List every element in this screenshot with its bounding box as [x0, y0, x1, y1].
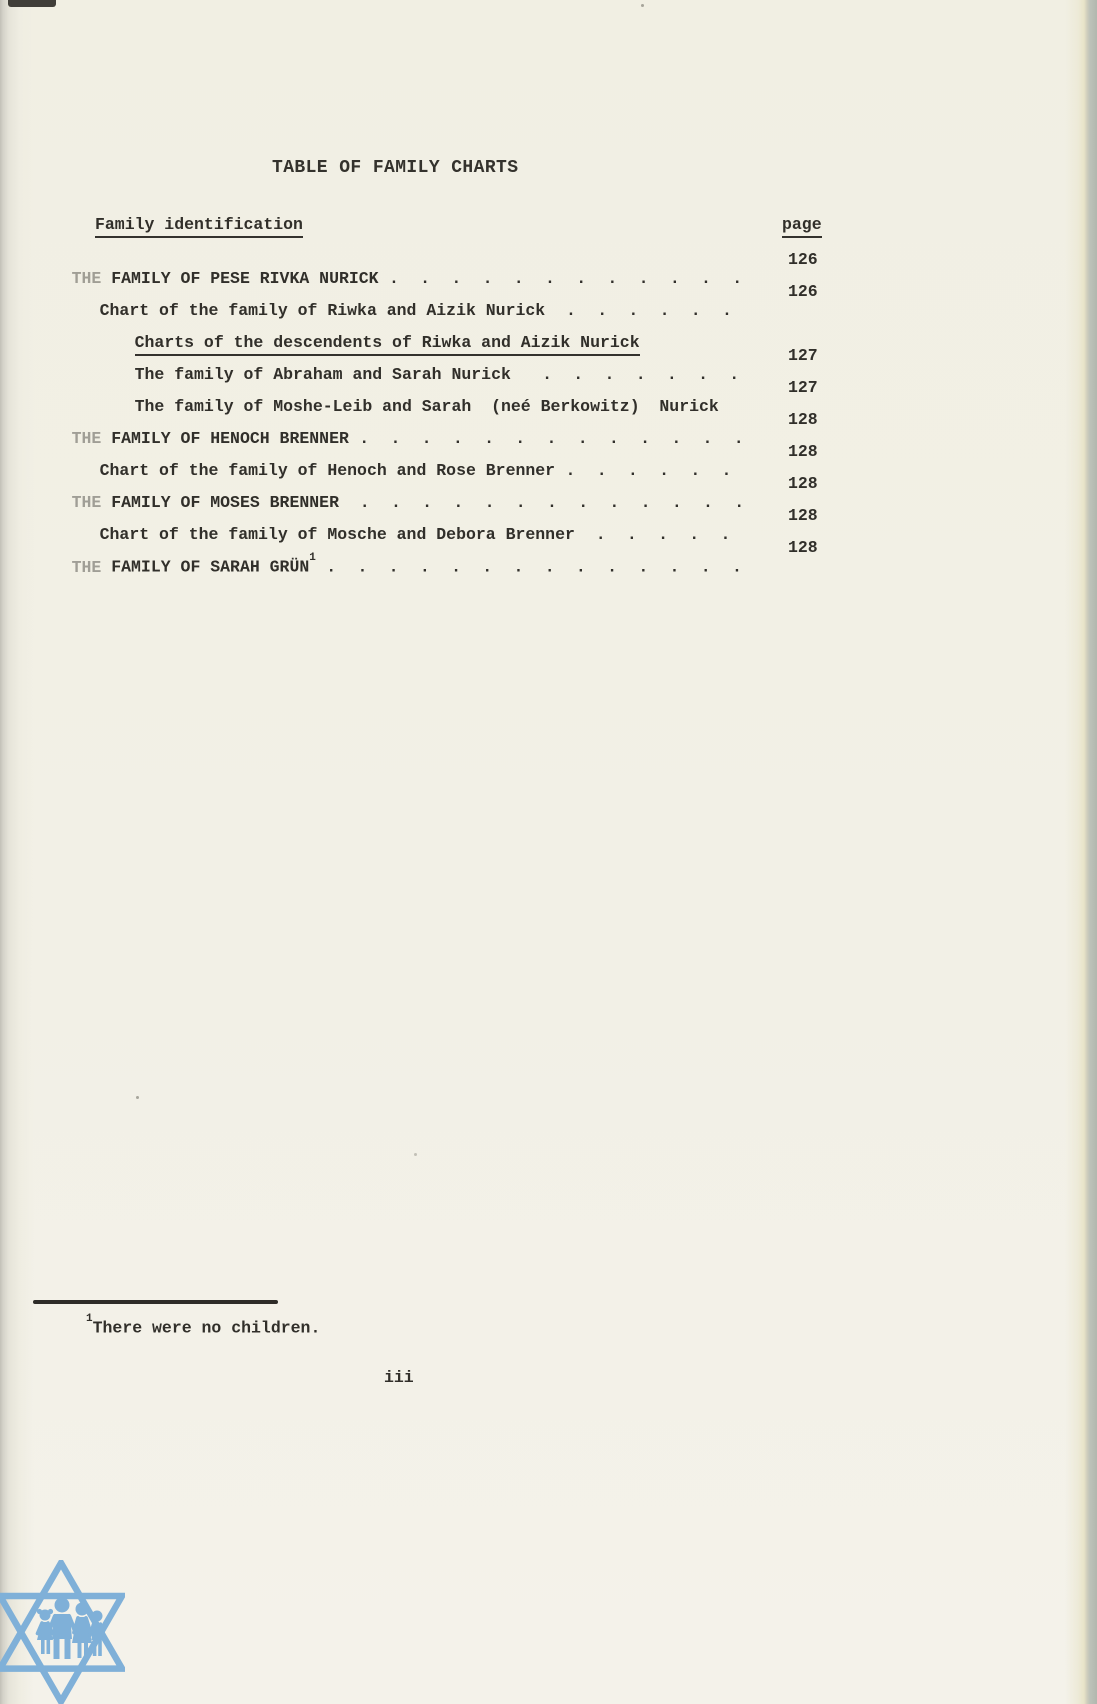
leader-dots: . . . . . . . . . . . . .: [338, 493, 745, 512]
dust-speck: [641, 4, 644, 7]
leader-dots: . . . . . . . . . . . . .: [348, 429, 745, 448]
toc-page-number: 126: [788, 282, 818, 301]
toc-row: [0, 538, 1097, 615]
leader-dots: . . . . .: [574, 525, 731, 544]
toc-page-number: 128: [788, 506, 818, 525]
dust-speck: [136, 1096, 139, 1099]
toc-label: FAMILY OF SARAH GRÜN: [101, 557, 310, 577]
toc-page-number: 127: [788, 378, 818, 397]
leader-dots: . . . . . . . . . . . .: [378, 269, 743, 288]
star-of-david-family-logo: [0, 1560, 125, 1704]
column-header-family: Family identification: [95, 215, 303, 234]
toc-label: FAMILY OF HENOCH BRENNER: [101, 429, 349, 448]
column-header-page: page: [782, 215, 822, 234]
toc-page-number: 126: [788, 250, 818, 269]
folio-page-number: iii: [384, 1368, 414, 1387]
dust-speck: [414, 1153, 417, 1156]
toc-label: FAMILY OF MOSES BRENNER: [101, 493, 339, 512]
leader-dots: . . . . . .: [545, 301, 733, 320]
page-title: TABLE OF FAMILY CHARTS: [272, 158, 519, 178]
leader-dots: . . . . . . . . . . . . . .: [315, 557, 743, 577]
footnote-marker: 1: [86, 1313, 93, 1325]
toc-label: Chart of the family of Riwka and Aizik Nurick: [99, 301, 546, 320]
footnote-text: There were no children.: [92, 1318, 321, 1338]
toc-label: The family of Abraham and Sarah Nurick: [134, 365, 511, 384]
toc-label: Charts of the descendents of Riwka and Aizik Nurick: [135, 333, 640, 356]
leader-dots: . . . . . . .: [510, 365, 740, 384]
toc-label: FAMILY OF PESE RIVKA NURICK: [101, 269, 379, 288]
toc-label: Chart of the family of Mosche and Debora Brenner: [99, 525, 575, 544]
toc-page-number: 128: [788, 442, 818, 461]
toc-label-faded: THE: [71, 269, 102, 288]
scan-smudge: [8, 0, 56, 7]
toc-page-number: 128: [788, 538, 818, 557]
footnote-rule: [33, 1300, 278, 1304]
toc-label-faded: THE: [71, 493, 102, 512]
toc-label-faded: THE: [71, 429, 102, 448]
family-figures-icon: [37, 1598, 104, 1660]
leader-dots: . . . . . .: [555, 461, 732, 480]
toc-page-number: 127: [788, 346, 818, 365]
footnote-marker-superscript: 1: [309, 552, 316, 564]
toc-label-faded: THE: [71, 557, 102, 577]
toc-label: The family of Moshe-Leib and Sarah (neé Berkowitz) Nurick: [134, 397, 719, 416]
toc-page-number: 128: [788, 410, 818, 429]
toc-label: Chart of the family of Henoch and Rose Brenner: [99, 461, 556, 480]
toc-entry: [71, 552, 743, 577]
toc-page-number: 128: [788, 474, 818, 493]
footnote: [86, 1313, 321, 1338]
